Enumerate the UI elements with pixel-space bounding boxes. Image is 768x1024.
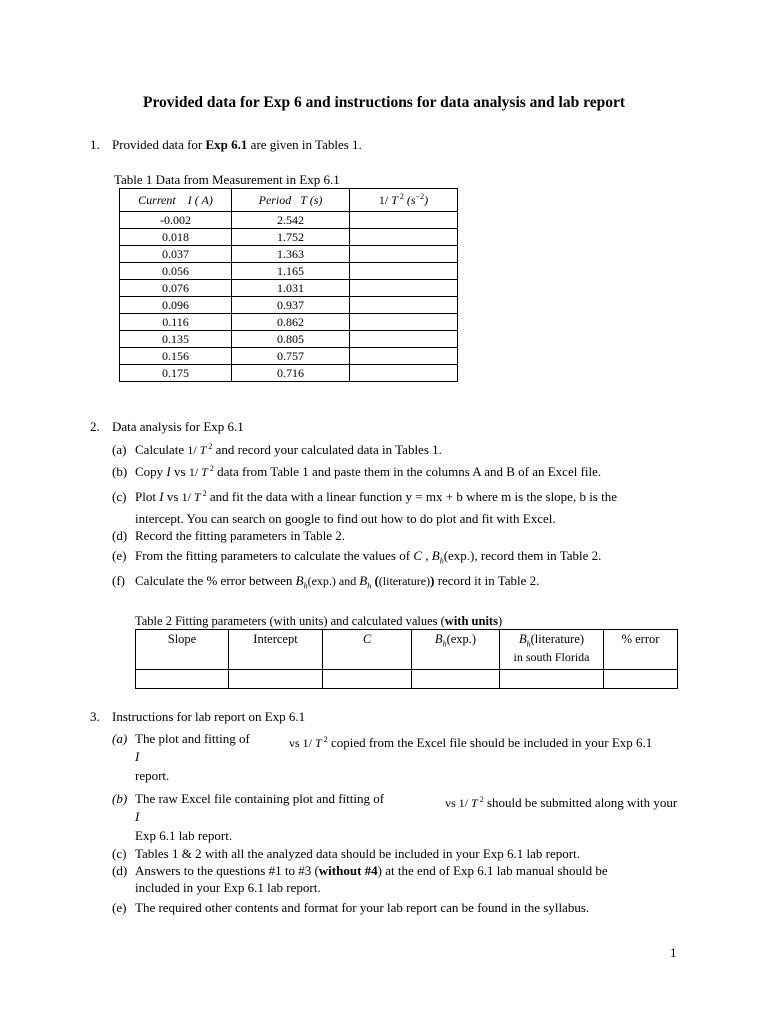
- table-cell: 0.716: [232, 365, 350, 382]
- table-2-caption: Table 2 Fitting parameters (with units) and calculated values (with units): [135, 614, 503, 628]
- item-3a-text: The plot and fitting of: [135, 731, 250, 746]
- item-2c-text-line-2: intercept. You can search on google to find out how to do plot and fit with Excel.: [135, 511, 556, 526]
- table-cell: [350, 297, 458, 314]
- table-2-header-bh-literature: $B_h(literature)$ in south Florida: [500, 630, 604, 670]
- table-2-header-intercept: Intercept: [229, 630, 323, 670]
- item-3a-label: (a): [112, 731, 128, 746]
- item-2b-label: (b): [112, 464, 128, 479]
- table-cell: 1.363: [232, 246, 350, 263]
- table-cell: 2.542: [232, 212, 350, 229]
- table-row: [120, 348, 458, 365]
- section-3-heading: Instructions for lab report on Exp 6.1: [112, 709, 306, 724]
- page-number: 1: [670, 945, 677, 960]
- item-3b-text-cont: vs 1/ T $^2$ should be submitted along with your: [445, 795, 678, 810]
- table-cell: [350, 331, 458, 348]
- item-2f-text: Calculate the % error between $B_h(\exp.)$ and $B_h$ ((literature)) record it in Table 2.: [135, 573, 540, 591]
- section-2-heading: Data analysis for Exp 6.1: [112, 419, 244, 434]
- table-2-header-slope: Slope: [136, 630, 229, 670]
- item-2a-label: (a): [112, 442, 127, 457]
- item-3b-label: (b): [112, 791, 128, 806]
- table-cell: 0.805: [232, 331, 350, 348]
- item-3d-text: Answers to the questions #1 to #3 (without #4) at the end of Exp 6.1 lab manual should be: [135, 863, 608, 878]
- item-3e-label: (e): [112, 900, 127, 915]
- table-1-header-period: Period T (s): [232, 189, 350, 212]
- table-1-header-inverse-square: 1/ T $^2$ $(s^{-2})$: [350, 189, 458, 212]
- item-3b-text-line-2: Exp 6.1 lab report.: [135, 828, 233, 843]
- table-1: [119, 188, 458, 382]
- table-cell: [350, 348, 458, 365]
- table-2-header-error: % error: [604, 630, 678, 670]
- table-cell: 0.037: [120, 246, 232, 263]
- table-cell: [350, 212, 458, 229]
- table-1-header-row: [120, 189, 458, 212]
- item-2a-text: Calculate 1/ T $^2$ and record your calculated data in Tables 1.: [135, 442, 442, 457]
- table-cell: 0.056: [120, 263, 232, 280]
- item-3d-text-line-2: included in your Exp 6.1 lab report.: [135, 880, 321, 895]
- item-2b-text: Copy I vs 1/ T $^2$ data from Table 1 and paste them in the columns A and B of an Excel file.: [135, 464, 602, 479]
- item-3c-text: Tables 1 & 2 with all the analyzed data should be included in your Exp 6.1 lab report.: [135, 846, 580, 861]
- table-row: [120, 263, 458, 280]
- table-cell: 0.862: [232, 314, 350, 331]
- table-cell: 0.757: [232, 348, 350, 365]
- table-row: [120, 280, 458, 297]
- table-cell: [229, 670, 323, 689]
- item-2e-text: From the fitting parameters to calculate the values of C , $B_h(\exp.)$, record them in Table 2.: [135, 548, 602, 566]
- table-cell: [500, 670, 604, 689]
- table-cell: [350, 246, 458, 263]
- table-cell: [350, 280, 458, 297]
- table-cell: [136, 670, 229, 689]
- table-cell: [350, 314, 458, 331]
- table-2-header-c: C: [323, 630, 412, 670]
- item-2c-text: Plot I vs 1/ T $^2$ and fit the data with a linear function y = mx + b where m is the slope, b is the: [135, 489, 618, 504]
- item-2c-label: (c): [112, 489, 127, 504]
- table-cell: [350, 229, 458, 246]
- table-cell: 0.175: [120, 365, 232, 382]
- item-3c-label: (c): [112, 846, 127, 861]
- table-cell: 0.018: [120, 229, 232, 246]
- table-cell: 1.165: [232, 263, 350, 280]
- item-3a-text-cont: vs 1/ T $^2$ copied from the Excel file should be included in your Exp 6.1: [289, 735, 653, 750]
- table-2-header-row: [136, 630, 678, 670]
- table-cell: 1.031: [232, 280, 350, 297]
- table-1-caption: Table 1 Data from Measurement in Exp 6.1: [114, 172, 340, 187]
- item-3e-text: The required other contents and format for your lab report can be found in the syllabus.: [135, 900, 590, 915]
- item-2d-label: (d): [112, 528, 128, 543]
- table-cell: [350, 263, 458, 280]
- table-cell: 0.116: [120, 314, 232, 331]
- item-2f-label: (f): [112, 573, 125, 588]
- item-3a-variable-i: I: [135, 749, 140, 764]
- item-3b-variable-i: I: [135, 809, 140, 824]
- item-3b-text: The raw Excel file containing plot and fitting of: [135, 791, 385, 806]
- item-2d-text: Record the fitting parameters in Table 2.: [135, 528, 346, 543]
- table-cell: [323, 670, 412, 689]
- table-2: [135, 629, 678, 689]
- table-cell: 0.135: [120, 331, 232, 348]
- item-2e-label: (e): [112, 548, 127, 563]
- table-row: [120, 246, 458, 263]
- table-row: [120, 365, 458, 382]
- page-title: Provided data for Exp 6 and instructions for data analysis and lab report: [142, 94, 625, 111]
- table-row: [136, 670, 678, 689]
- table-cell: -0.002: [120, 212, 232, 229]
- table-cell: [604, 670, 678, 689]
- table-row: [120, 297, 458, 314]
- section-3-number: 3.: [90, 709, 100, 724]
- section-2-number: 2.: [90, 419, 100, 434]
- item-3d-label: (d): [112, 863, 128, 878]
- table-cell: [350, 365, 458, 382]
- table-row: [120, 229, 458, 246]
- table-cell: 0.076: [120, 280, 232, 297]
- table-row: [120, 331, 458, 348]
- table-2-header-bh-exp: $B_h(\exp.)$: [412, 630, 500, 670]
- table-cell: [412, 670, 500, 689]
- item-3a-text-line-2: report.: [135, 768, 170, 783]
- table-cell: 1.752: [232, 229, 350, 246]
- table-row: [120, 212, 458, 229]
- section-1-number: 1.: [90, 137, 100, 152]
- table-cell: 0.156: [120, 348, 232, 365]
- table-cell: 0.096: [120, 297, 232, 314]
- table-1-header-current: Current I ( A): [120, 189, 232, 212]
- table-cell: 0.937: [232, 297, 350, 314]
- table-row: [120, 314, 458, 331]
- section-1-heading: Provided data for Exp 6.1 are given in Tables 1.: [112, 137, 362, 152]
